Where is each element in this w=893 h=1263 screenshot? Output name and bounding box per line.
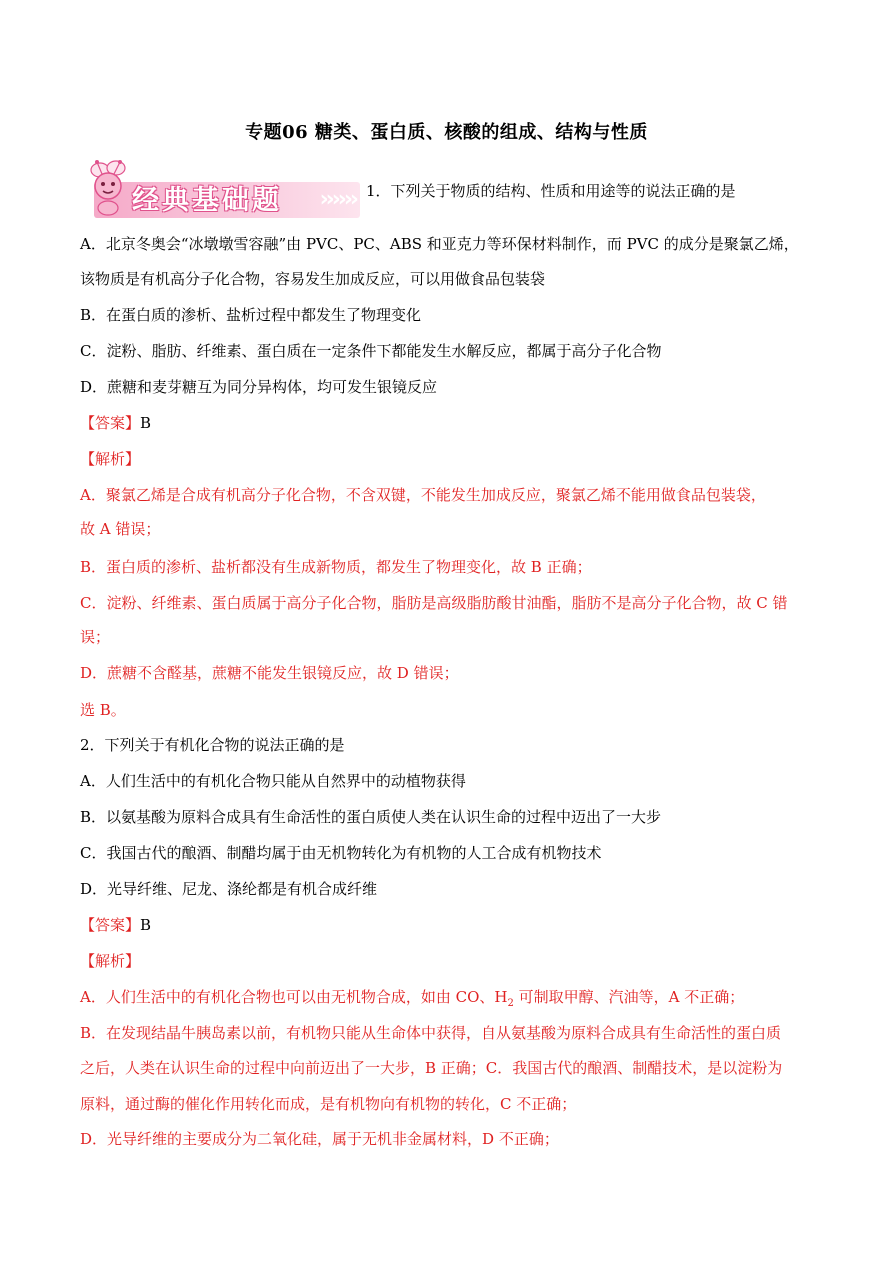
q1-analysis-label: 【解析】 xyxy=(80,450,141,468)
answer-label: 【答案】 xyxy=(80,916,141,934)
answer-value: B xyxy=(140,916,152,934)
q2-analysis-label: 【解析】 xyxy=(80,952,141,970)
question-1-stem: 1．下列关于物质的结构、性质和用途等的说法正确的是 xyxy=(366,182,736,200)
banner-label: 经典基础题 xyxy=(132,185,282,216)
answer-value: B xyxy=(140,414,152,432)
q2-exp-a xyxy=(80,986,820,1008)
q1-option-b: B．在蛋白质的渗析、盐析过程中都发生了物理变化 xyxy=(80,306,422,324)
q2-exp-b-line3: 原料，通过酶的催化作用转化而成，是有机物向有机物的转化，C 不正确； xyxy=(80,1095,577,1113)
q1-option-a-line1: A．北京冬奥会“冰墩墩雪容融”由 PVC、PC、ABS 和亚克力等环保材料制作，而 PVC 的成分是聚氯乙烯， xyxy=(80,235,799,253)
q1-option-c: C．淀粉、脂肪、纤维素、蛋白质在一定条件下都能发生水解反应，都属于高分子化合物 xyxy=(80,342,662,360)
q1-exp-d: D．蔗糖不含醛基，蔗糖不能发生银镜反应，故 D 错误； xyxy=(80,664,459,682)
page-title: 专题06 糖类、蛋白质、核酸的组成、结构与性质 xyxy=(245,122,648,143)
q1-exp-b: B．蛋白质的渗析、盐析都没有生成新物质，都发生了物理变化，故 B 正确； xyxy=(80,558,592,576)
q2-answer xyxy=(80,914,820,936)
q1-exp-a-line1: A．聚氯乙烯是合成有机高分子化合物，不含双键，不能发生加成反应，聚氯乙烯不能用做食品包装袋， xyxy=(80,486,766,504)
banner-chevrons: ›››››› xyxy=(319,187,356,212)
q1-conclusion: 选 B。 xyxy=(80,701,126,719)
q2-exp-b-line1: B．在发现结晶牛胰岛素以前，有机物只能从生命体中获得，自从氨基酸为原料合成具有生命活性的蛋白质 xyxy=(80,1024,782,1042)
q2-exp-a-pre: A．人们生活中的有机化合物也可以由无机物合成，如由 CO、H xyxy=(80,988,508,1006)
subscript-two: 2 xyxy=(507,998,514,1009)
q2-option-c: C．我国古代的酿酒、制醋均属于由无机物转化为有机物的人工合成有机物技术 xyxy=(80,844,602,862)
q2-exp-a-post: 可制取甲醇、汽油等，A 不正确； xyxy=(513,988,745,1006)
q1-exp-c-line2: 误； xyxy=(80,628,111,646)
q2-exp-b-line2: 之后，人类在认识生命的过程中向前迈出了一大步，B 正确；C．我国古代的酿酒、制醋技术，是以淀粉为 xyxy=(80,1059,783,1077)
section-banner xyxy=(80,156,364,222)
q1-exp-c-line1: C．淀粉、纤维素、蛋白质属于高分子化合物，脂肪是高级脂肪酸甘油酯，脂肪不是高分子化合物，故 C 错 xyxy=(80,594,788,612)
q1-option-d: D．蔗糖和麦芽糖互为同分异构体，均可发生银镜反应 xyxy=(80,378,438,396)
question-2-stem: 2．下列关于有机化合物的说法正确的是 xyxy=(80,736,345,754)
bee-mascot-icon xyxy=(80,156,140,218)
q1-answer xyxy=(80,412,820,434)
q2-option-b: B．以氨基酸为原料合成具有生命活性的蛋白质使人类在认识生命的过程中迈出了一大步 xyxy=(80,808,662,826)
answer-label: 【答案】 xyxy=(80,414,141,432)
q2-option-d: D．光导纤维、尼龙、涤纶都是有机合成纤维 xyxy=(80,880,378,898)
q2-option-a: A．人们生活中的有机化合物只能从自然界中的动植物获得 xyxy=(80,772,466,790)
q2-exp-d: D．光导纤维的主要成分为二氧化硅，属于无机非金属材料，D 不正确； xyxy=(80,1130,559,1148)
q1-option-a-line2: 该物质是有机高分子化合物，容易发生加成反应，可以用做食品包装袋 xyxy=(80,270,546,288)
q1-exp-a-line2: 故 A 错误； xyxy=(80,520,161,538)
